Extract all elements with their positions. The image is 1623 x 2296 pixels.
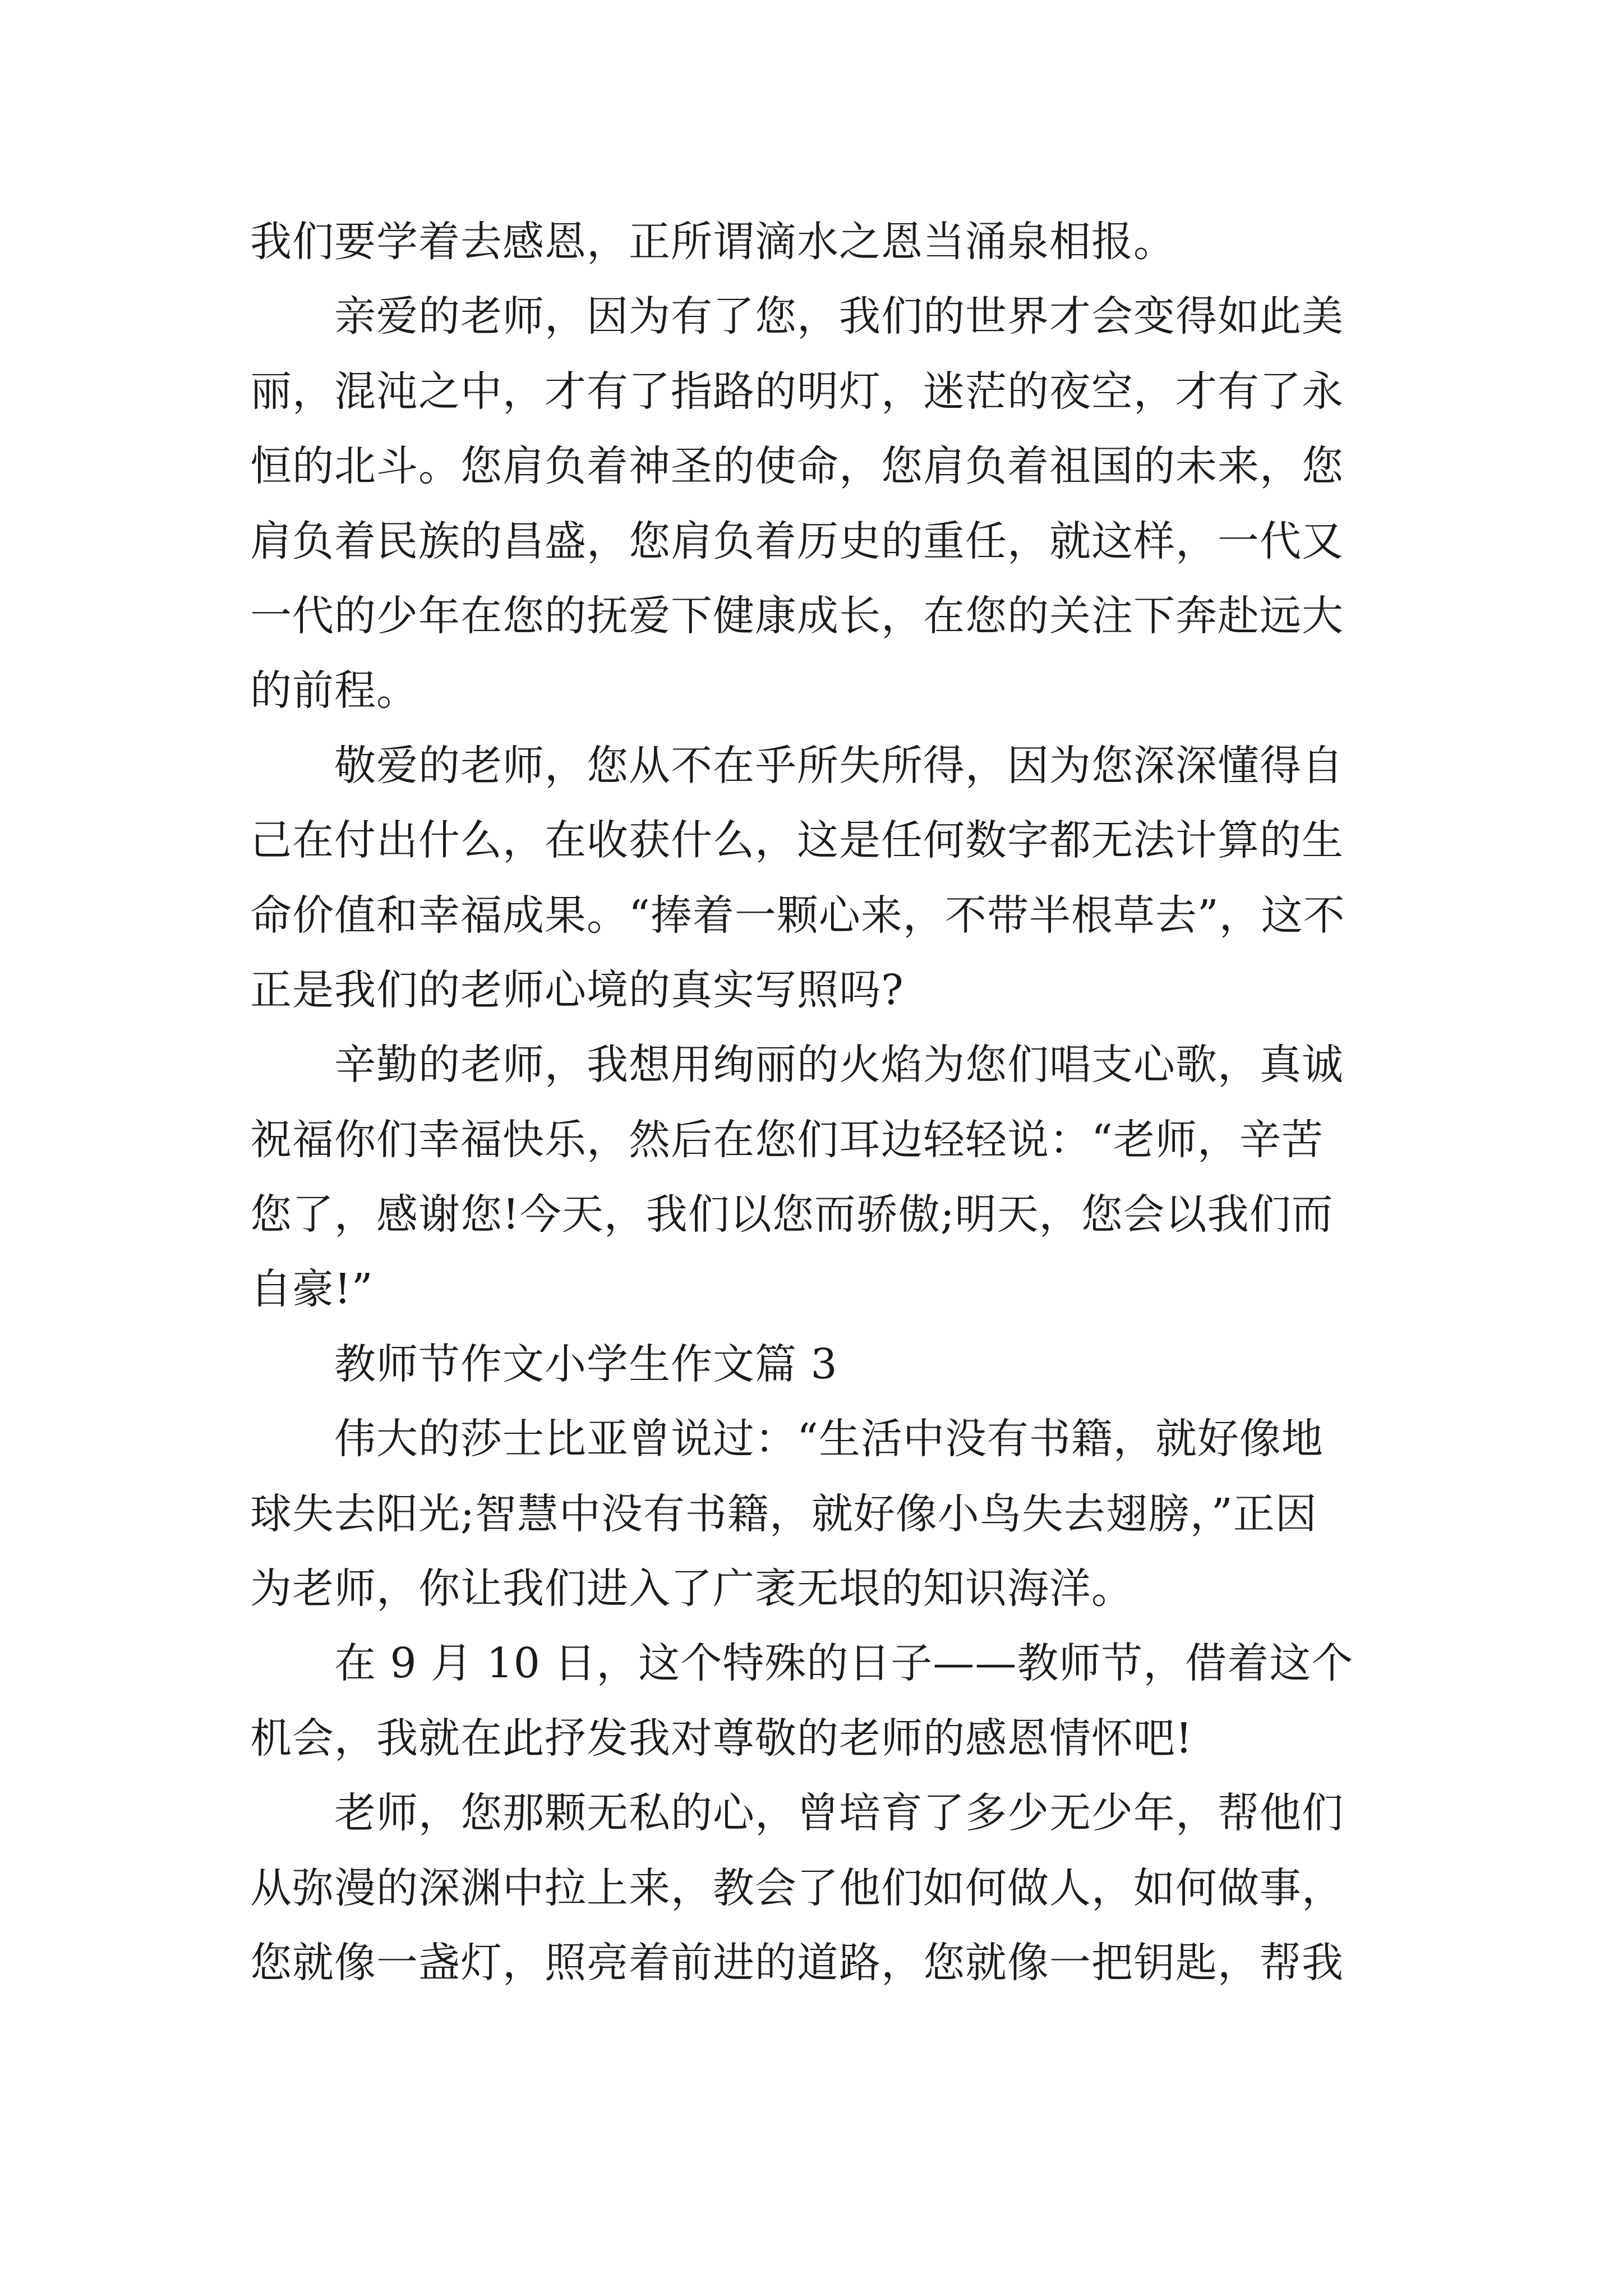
- text-line: 您了，感谢您!今天，我们以您而骄傲;明天，您会以我们而: [250, 1190, 1334, 1239]
- text-line: 我们要学着去感恩，正所谓滴水之恩当涌泉相报。: [250, 218, 1175, 266]
- text-line: 的前程。: [250, 666, 418, 715]
- text-line: 敬爱的老师，您从不在乎所失所得，因为您深深懂得自: [250, 741, 1344, 790]
- text-line: 一代的少年在您的抚爱下健康成长，在您的关注下奔赴远大: [250, 591, 1344, 640]
- text-line: 在 9 月 10 日，这个特殊的日子——教师节，借着这个: [250, 1639, 1354, 1688]
- text-line: 辛勤的老师，我想用绚丽的火焰为您们唱支心歌，真诚: [250, 1041, 1344, 1089]
- text-line: 丽，混沌之中，才有了指路的明灯，迷茫的夜空，才有了永: [250, 367, 1344, 416]
- text-line: 从弥漫的深渊中拉上来，教会了他们如何做人，如何做事，: [250, 1864, 1344, 1912]
- text-line: 球失去阳光;智慧中没有书籍，就好像小鸟失去翅膀，”正因: [250, 1489, 1317, 1538]
- text-line: 正是我们的老师心境的真实写照吗?: [250, 965, 904, 1014]
- essay-body: [250, 205, 1389, 2000]
- text-line: 伟大的莎士比亚曾说过：“生活中没有书籍，就好像地: [250, 1415, 1324, 1464]
- text-line: 机会，我就在此抒发我对尊敬的老师的感恩情怀吧!: [250, 1714, 1193, 1763]
- text-line: 自豪!”: [250, 1265, 374, 1314]
- text-line: 亲爱的老师，因为有了您，我们的世界才会变得如此美: [250, 292, 1344, 341]
- text-line: 恒的北斗。您肩负着神圣的使命，您肩负着祖国的未来，您: [250, 442, 1344, 491]
- section-heading: 教师节作文小学生作文篇 3: [250, 1340, 838, 1388]
- text-line: 肩负着民族的昌盛，您肩负着历史的重任，就这样，一代又: [250, 517, 1344, 565]
- text-line: 祝福你们幸福快乐，然后在您们耳边轻轻说：“老师，辛苦: [250, 1115, 1324, 1164]
- text-line: 您就像一盏灯，照亮着前进的道路，您就像一把钥匙，帮我: [250, 1938, 1344, 1987]
- text-line: 老师，您那颗无私的心，曾培育了多少无少年，帮他们: [250, 1789, 1344, 1838]
- text-line: 己在付出什么，在收获什么，这是任何数字都无法计算的生: [250, 816, 1344, 865]
- text-line: 命价值和幸福成果。“捧着一颗心来，不带半根草去”，这不: [250, 891, 1345, 940]
- text-line: 为老师，你让我们进入了广袤无垠的知识海洋。: [250, 1565, 1133, 1613]
